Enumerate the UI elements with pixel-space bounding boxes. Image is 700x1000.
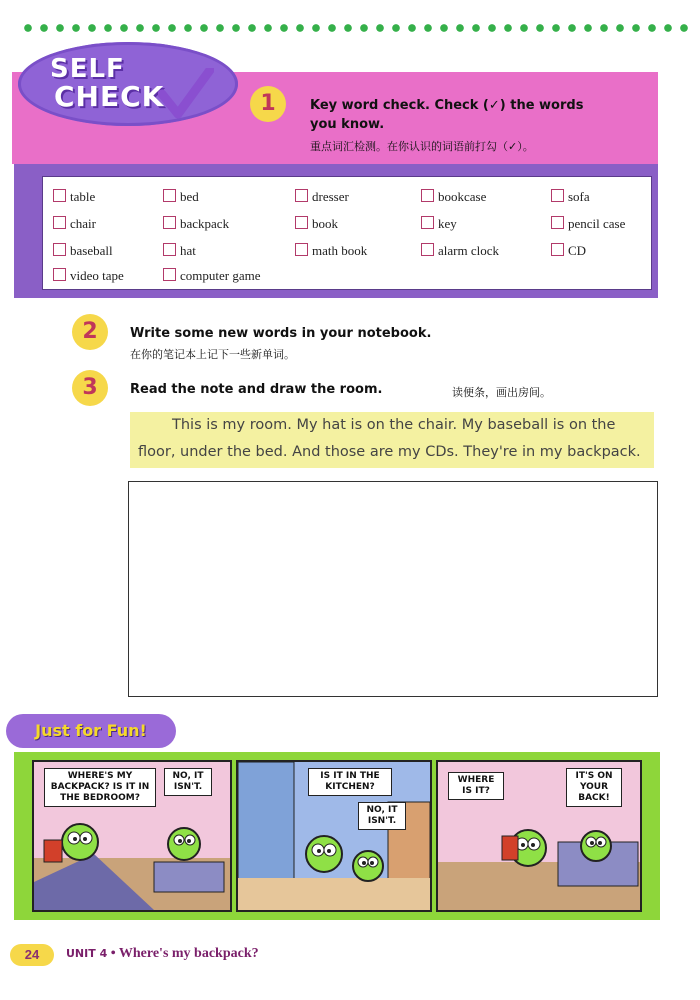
self-check-badge: [18, 42, 238, 126]
unit-label: UNIT 4: [66, 947, 108, 960]
comic-strip: [14, 752, 660, 920]
word-checkbox-item[interactable]: [163, 216, 229, 232]
word-label: math book: [312, 243, 368, 258]
word-checkbox-item[interactable]: [295, 216, 338, 232]
checkbox-icon[interactable]: [295, 216, 308, 229]
dotted-border: [20, 22, 690, 34]
word-label: dresser: [312, 189, 349, 204]
word-checkbox-item[interactable]: [421, 216, 457, 232]
section-3-instruction: Read the note and draw the room.: [130, 382, 383, 397]
word-checkbox-item[interactable]: [551, 189, 590, 205]
checkbox-icon[interactable]: [421, 216, 434, 229]
drawing-area[interactable]: [128, 481, 658, 697]
note-line-1: This is my room. My hat is on the chair. My baseball is on the: [172, 417, 616, 433]
word-checkbox-item[interactable]: [163, 268, 261, 284]
word-label: alarm clock: [438, 243, 499, 258]
word-label: computer game: [180, 268, 261, 283]
section-2-instruction: Write some new words in your notebook.: [130, 326, 432, 341]
checkbox-icon[interactable]: [163, 243, 176, 256]
checkbox-icon[interactable]: [551, 243, 564, 256]
checkbox-icon[interactable]: [163, 189, 176, 202]
checkbox-icon[interactable]: [551, 189, 564, 202]
section-1-number: 1: [250, 86, 286, 122]
section-3-number: 3: [72, 370, 108, 406]
comic-panel-1: [32, 760, 232, 912]
section-2-number: 2: [72, 314, 108, 350]
word-checkbox-item[interactable]: [421, 243, 499, 259]
self-label: SELF: [50, 54, 125, 84]
word-checkbox-item[interactable]: [295, 189, 349, 205]
section-1-instruction-zh: 重点词汇检测。在你认识的词语前打勾（✓）。: [310, 141, 534, 153]
word-label: baseball: [70, 243, 113, 258]
checkbox-icon[interactable]: [421, 243, 434, 256]
checkbox-icon[interactable]: [163, 216, 176, 229]
checkbox-icon[interactable]: [295, 243, 308, 256]
comic-panel-3: [436, 760, 642, 912]
word-label: video tape: [70, 268, 124, 283]
checkbox-icon[interactable]: [163, 268, 176, 281]
word-check-box: [42, 176, 652, 290]
comic-panel-2: [236, 760, 432, 912]
unit-title: Where's my backpack?: [118, 946, 259, 961]
speech-bubble: NO, IT ISN'T.: [358, 802, 406, 830]
word-label: bookcase: [438, 189, 487, 204]
checkbox-icon[interactable]: [421, 189, 434, 202]
section-1-instruction-line2: you know.: [310, 117, 385, 132]
word-label: table: [70, 189, 96, 204]
word-checkbox-item[interactable]: [421, 189, 486, 205]
checkbox-icon[interactable]: [53, 216, 66, 229]
section-2-instruction-zh: 在你的笔记本上记下一些新单词。: [130, 349, 295, 361]
word-checkbox-item[interactable]: [53, 268, 124, 284]
checkbox-icon[interactable]: [53, 243, 66, 256]
word-checkbox-item[interactable]: [53, 189, 95, 205]
word-label: backpack: [180, 216, 230, 231]
word-label: pencil case: [568, 216, 626, 231]
checkbox-icon[interactable]: [295, 189, 308, 202]
word-label: bed: [180, 189, 199, 204]
speech-bubble: WHERE'S MY BACKPACK? IS IT IN THE BEDROOM?: [44, 768, 156, 807]
section-1-instruction-line1: Key word check. Check (✓) the words: [310, 98, 584, 113]
check-label: CHECK: [54, 80, 165, 113]
word-checkbox-item[interactable]: [53, 243, 113, 259]
word-check-panel: [14, 164, 658, 298]
checkbox-icon[interactable]: [551, 216, 564, 229]
word-label: chair: [70, 216, 96, 231]
word-label: hat: [180, 243, 196, 258]
checkmark-icon: [158, 68, 214, 120]
word-checkbox-item[interactable]: [295, 243, 367, 259]
section-3-instruction-zh: 读便条，画出房间。: [452, 387, 551, 399]
word-label: key: [438, 216, 457, 231]
word-checkbox-item[interactable]: [163, 189, 199, 205]
bullet-separator: •: [110, 946, 119, 961]
checkbox-icon[interactable]: [53, 189, 66, 202]
just-for-fun-title: Just for Fun!: [6, 714, 176, 748]
speech-bubble: IT'S ON YOUR BACK!: [566, 768, 622, 807]
word-checkbox-item[interactable]: [551, 243, 586, 259]
word-checkbox-item[interactable]: [551, 216, 625, 232]
speech-bubble: WHERE IS IT?: [448, 772, 504, 800]
page-number: 24: [10, 944, 54, 966]
speech-bubble: NO, IT ISN'T.: [164, 768, 212, 796]
word-checkbox-item[interactable]: [163, 243, 196, 259]
note-line-2: floor, under the bed. And those are my CDs. They're in my backpack.: [138, 444, 641, 460]
word-checkbox-item[interactable]: [53, 216, 96, 232]
word-label: CD: [568, 243, 587, 258]
speech-bubble: IS IT IN THE KITCHEN?: [308, 768, 392, 796]
footer-unit-title: [66, 946, 259, 962]
note-box: [130, 412, 654, 468]
checkbox-icon[interactable]: [53, 268, 66, 281]
word-label: book: [312, 216, 338, 231]
word-label: sofa: [568, 189, 590, 204]
